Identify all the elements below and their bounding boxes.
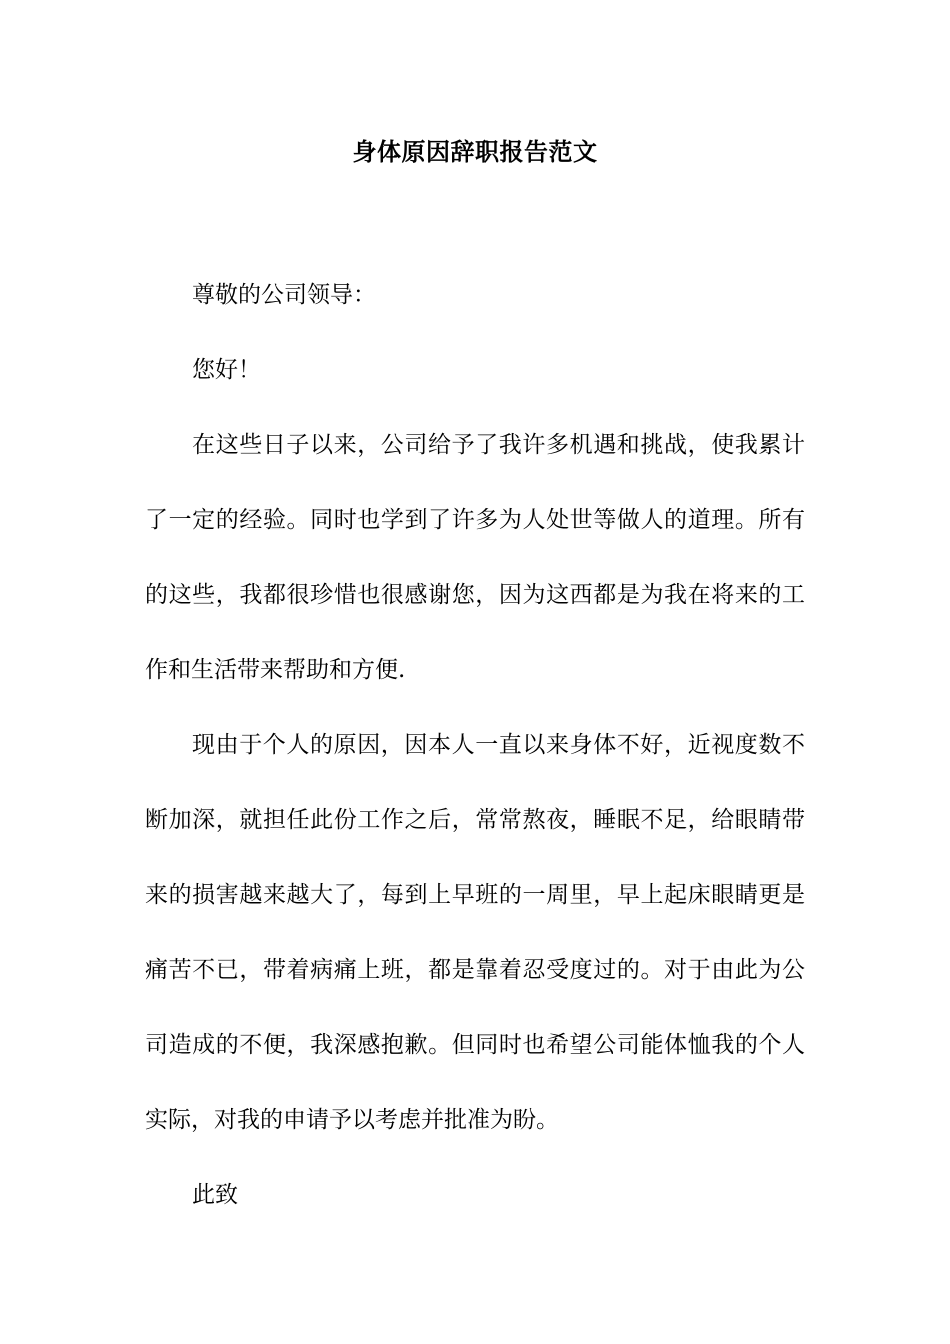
greeting: 您好！ — [192, 357, 261, 383]
salutation: 尊敬的公司领导： — [192, 282, 376, 308]
document-body — [145, 258, 805, 1233]
document-title: 身体原因辞职报告范文 — [352, 137, 598, 166]
body-paragraph-1: 在这些日子以来，公司给予了我许多机遇和挑战，使我累计了一定的经验。同时也学到了许多为人处世等做人的道理。所有的这些，我都很珍惜也很感谢您，因为这西都是为我在将来的工作和生活带来帮助和方便. — [145, 432, 805, 683]
body-paragraph-2: 现由于个人的原因，因本人一直以来身体不好，近视度数不断加深，就担任此份工作之后，常常熬夜，睡眠不足，给眼睛带来的损害越来越大了，每到上早班的一周里，早上起床眼睛更是痛苦不已，带着病痛上班，都是靠着忍受度过的。对于由此为公司造成的不便，我深感抱歉。但同时也希望公司能体恤我的个人实际，对我的申请予以考虑并批准为盼。 — [145, 732, 805, 1133]
closing: 此致 — [192, 1182, 238, 1208]
